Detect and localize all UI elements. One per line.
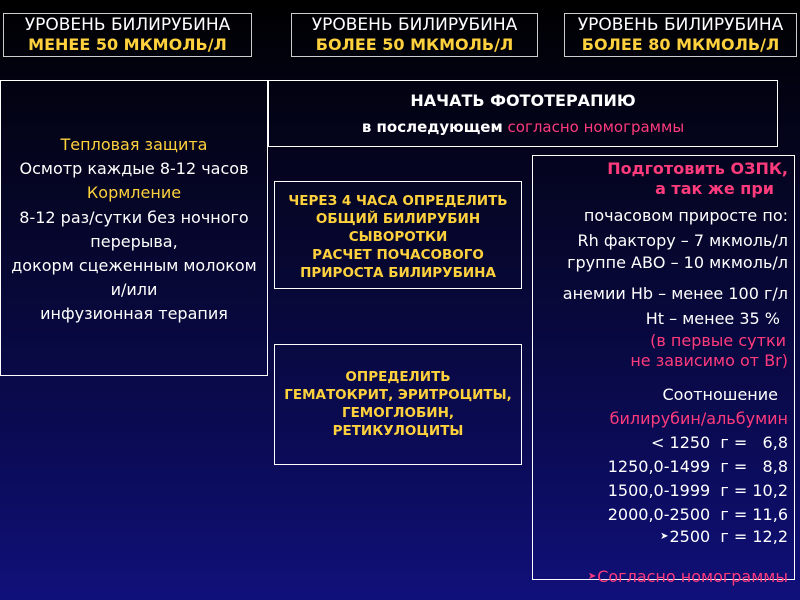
left-box — [0, 80, 268, 376]
footer-text: Согласно номограммы — [597, 567, 788, 586]
left-box-line: и/или — [110, 280, 158, 300]
ratio-title: Соотношение — [662, 385, 778, 404]
exchange-transfusion-box — [532, 155, 795, 586]
left-box-line: Осмотр каждые 8-12 часов — [19, 159, 249, 179]
arrow-bullet-icon: ➤ — [587, 571, 597, 582]
ratio-row-text: 2500 г = 12,2 — [669, 527, 788, 546]
header-subtitle: БОЛЕЕ 80 МКМОЛЬ/Л — [581, 35, 780, 54]
header-title: УРОВЕНЬ БИЛИРУБИНА — [24, 15, 231, 35]
phototherapy-title: НАЧАТЬ ФОТОТЕРАПИЮ — [410, 91, 636, 110]
ht-criterion: Ht – менее 35 % — [645, 309, 780, 328]
header-more-50 — [291, 13, 538, 57]
phototherapy-box — [268, 80, 778, 147]
blood-tests-line: ОПРЕДЕЛИТЬ — [345, 369, 451, 385]
bilirubin-check-box — [274, 181, 522, 289]
phototherapy-subtitle-bold: в последующем — [361, 118, 503, 136]
left-box-line: 8-12 раз/сутки без ночного — [19, 207, 249, 227]
header-subtitle: БОЛЕЕ 50 МКМОЛЬ/Л — [315, 35, 514, 54]
footer-line — [503, 565, 788, 589]
left-box-line: Кормление — [86, 183, 182, 203]
anemia-criterion: анемии Hb – менее 100 г/л — [562, 284, 788, 303]
rh-criterion: Rh фактору – 7 мкмоль/л — [577, 231, 788, 250]
blood-tests-line: РЕТИКУЛОЦИТЫ — [332, 423, 464, 439]
bilirubin-check-line: СЫВОРОТКИ — [348, 229, 448, 245]
blood-tests-box — [274, 344, 522, 465]
bilirubin-check-line: ОБЩИЙ БИЛИРУБИН — [315, 211, 481, 227]
header-title: УРОВЕНЬ БИЛИРУБИНА — [311, 15, 518, 35]
ratio-row: 2000,0-2500 г = 11,6 — [607, 505, 788, 524]
phototherapy-subtitle — [269, 118, 777, 136]
exchange-subtitle: а так же при — [655, 179, 774, 198]
blood-tests-line: ГЕМОГЛОБИН, — [341, 405, 455, 421]
ratio-row-last — [503, 527, 788, 547]
bilirubin-check-line: ПРИРОСТА БИЛИРУБИНА — [300, 265, 496, 281]
left-box-line: докорм сцеженным молоком — [11, 256, 257, 276]
note-first-day: (в первые сутки — [650, 331, 786, 350]
header-more-80 — [564, 13, 797, 57]
left-box-line: перерыва, — [90, 231, 178, 251]
note-independent: не зависимо от Br) — [630, 351, 788, 370]
ratio-subtitle: билирубин/альбумин — [609, 409, 788, 428]
header-less-50 — [3, 13, 252, 57]
bilirubin-check-line: ЧЕРЕЗ 4 ЧАСА ОПРЕДЕЛИТЬ — [288, 193, 508, 209]
ratio-row: < 1250 г = 6,8 — [651, 433, 788, 452]
header-subtitle: МЕНЕЕ 50 МКМОЛЬ/Л — [28, 35, 227, 54]
exchange-title: Подготовить ОЗПК, — [607, 159, 788, 178]
ratio-row: 1250,0-1499 г = 8,8 — [607, 457, 788, 476]
bilirubin-check-line: РАСЧЕТ ПОЧАСОВОГО — [312, 247, 484, 263]
blood-tests-line: ГЕМАТОКРИТ, ЭРИТРОЦИТЫ, — [284, 387, 512, 403]
rise-intro: почасовом приросте по: — [583, 206, 788, 225]
left-box-line: Тепловая защита — [60, 135, 208, 154]
abo-criterion: группе АВО – 10 мкмоль/л — [567, 253, 788, 272]
arrow-bullet-icon: ➤ — [660, 531, 669, 542]
phototherapy-subtitle-colored: согласно номограммы — [507, 118, 685, 136]
header-title: УРОВЕНЬ БИЛИРУБИНА — [577, 15, 784, 35]
ratio-row: 1500,0-1999 г = 10,2 — [607, 481, 788, 500]
left-box-line: инфузионная терапия — [40, 304, 228, 324]
